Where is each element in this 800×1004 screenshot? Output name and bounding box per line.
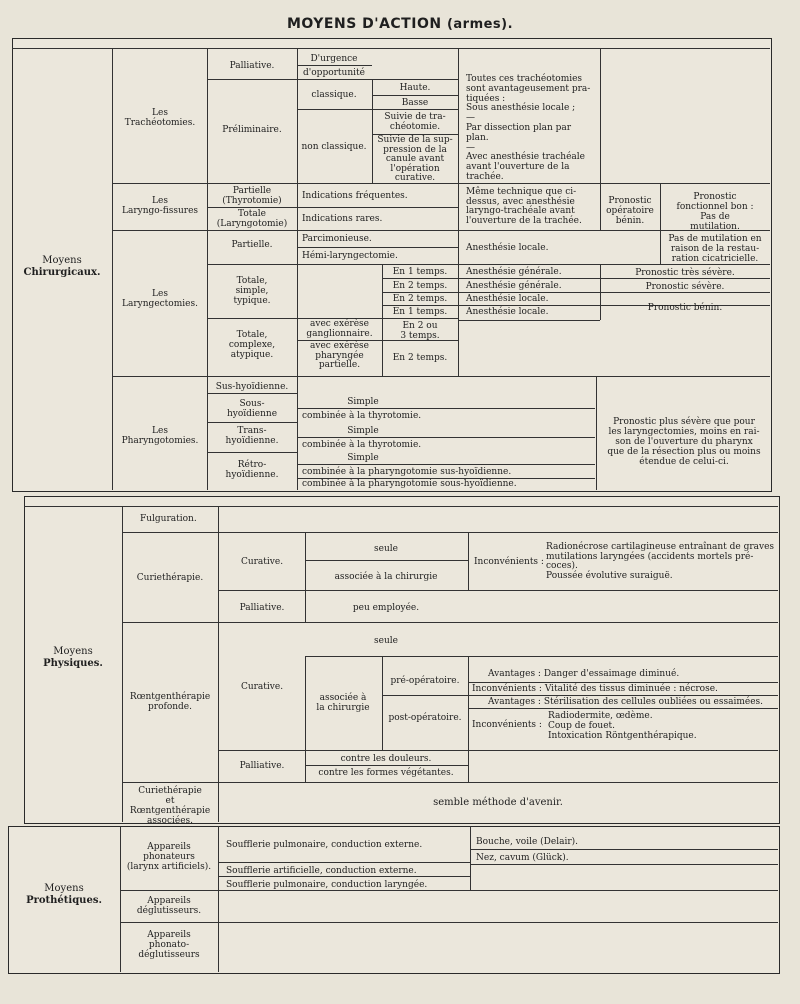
fulguration: Fulguration.: [140, 514, 197, 524]
roent-palliative: Palliative.: [239, 761, 285, 771]
lg-a4: Anesthésie locale.: [466, 307, 549, 317]
lf-ind-freq: Indications fréquentes.: [302, 191, 408, 201]
ph-simple3: Simple: [347, 453, 379, 463]
trach-non-classique: non classique.: [301, 142, 367, 152]
lg-a1: Anesthésie générale.: [466, 267, 562, 277]
proth-b1: Bouche, voile (Delair).: [476, 837, 579, 847]
page-title: MOYENS D'ACTION (armes).: [286, 16, 514, 32]
proth-phondeg: Appareils phonato- déglutisseurs: [138, 930, 200, 960]
roent-av2: Avantages : Stérilisation des cellules oubliées ou essaimées.: [488, 697, 764, 707]
ph-comb3: combinée à la pharyngotomie sus-hyoïdienne.: [302, 467, 512, 477]
roent-douleurs: contre les douleurs.: [340, 754, 432, 764]
lg-anest-loc: Anesthésie locale.: [466, 243, 549, 253]
lg-exerese1: avec exérèse ganglionnaire.: [306, 319, 373, 339]
curie-inconv-text: Radionécrose cartilagineuse entraînant de graves mutilations laryngées (accidents mortels pré- coces). Poussée évolutive suraiguë.: [546, 542, 775, 581]
roent-pre: pré-opératoire.: [390, 676, 460, 686]
lg-t1b: En 1 temps.: [392, 307, 448, 317]
curie-peu: peu employée.: [352, 603, 420, 613]
ph-sous: Sous- hyoïdienne: [226, 399, 278, 419]
lg-totale-simple: Totale, simple, typique.: [233, 276, 271, 306]
lg-t2b: En 2 temps.: [392, 294, 448, 304]
curie-title: Curiethérapie.: [136, 573, 204, 583]
lg-p2: Pronostic sévère.: [645, 282, 725, 292]
lg-a3: Anesthésie locale.: [466, 294, 549, 304]
chir-label: Moyens Chirurgicaux.: [23, 255, 101, 278]
trach-basse: Basse: [401, 98, 429, 108]
curie-palliative: Palliative.: [239, 603, 285, 613]
ph-trans: Trans- hyoïdienne.: [225, 426, 279, 446]
trach-suivie: Suivie de tra- chéotomie.: [384, 112, 446, 132]
lg-t2c: En 2 temps.: [392, 353, 448, 363]
trach-palliative: Palliative.: [229, 61, 275, 71]
trach-classique: classique.: [311, 90, 357, 100]
pharyngotomies-title: Les Pharyngotomies.: [121, 426, 199, 446]
roent-associee: associée à la chirurgie: [316, 693, 370, 713]
roent-in1: Inconvénients : Vitalité des tissus diminuée : nécrose.: [472, 684, 718, 694]
lg-t2a: En 2 temps.: [392, 281, 448, 291]
curie-seule: seule: [374, 544, 398, 554]
lg-p1: Pronostic très sévère.: [635, 268, 735, 278]
curie-inconv-label: Inconvénients :: [474, 557, 544, 567]
ph-comb1: combinée à la thyrotomie.: [302, 411, 422, 421]
lg-totale-complexe: Totale, complexe, atypique.: [228, 330, 276, 360]
lg-t23: En 2 ou 3 temps.: [400, 321, 440, 341]
lg-p3: Pronostic bénin.: [647, 303, 723, 313]
trach-note: Toutes ces trachéotomies sont avantageusement pra- tiquées : Sous anesthésie locale ; — Par dissection plan par plan. — Avec anesthésie trachéale avant l'ouverture de la trachée.: [466, 74, 591, 182]
roent-in2-text: Radiodermite, œdème. Coup de fouet. Intoxication Röntgenthérapique.: [548, 711, 697, 741]
ph-note: Pronostic plus sévère que pour les laryngectomies, moins en rai- son de l'ouverture du pharynx que de la résection plus ou moins étendue de celui-ci.: [607, 417, 761, 467]
curie-associee: associée à la chirurgie: [334, 572, 438, 582]
ph-simple1: Simple: [347, 397, 379, 407]
trach-urgence: D'urgence: [310, 54, 358, 64]
lg-t1: En 1 temps.: [392, 267, 448, 277]
ph-comb4: combinée à la pharyngotomie sous-hyoïdienne.: [302, 479, 517, 489]
lf-prono-fonc: Pronostic fonctionnel bon : Pas de mutilation.: [676, 192, 754, 232]
ph-comb2: combinée à la thyrotomie.: [302, 440, 422, 450]
ph-simple2: Simple: [347, 426, 379, 436]
laryngo-fissures-title: Les Laryngo-fissures: [121, 196, 199, 216]
roent-title: Rœntgenthérapie profonde.: [129, 692, 211, 712]
lf-prono-op: Pronostic opératoire bénin.: [606, 196, 654, 226]
proth-phon: Appareils phonateurs (larynx artificiels).: [126, 842, 212, 872]
roent-seule: seule: [374, 636, 398, 646]
lf-ind-rares: Indications rares.: [302, 214, 383, 224]
phys-label: Moyens Physiques.: [43, 646, 103, 669]
proth-b2: Nez, cavum (Glück).: [476, 853, 569, 863]
lg-hemi: Hémi-laryngectomie.: [302, 251, 398, 261]
lg-partielle: Partielle.: [231, 240, 273, 250]
trach-suivie-sup: Suivie de la sup- pression de la canule avant l'opération curative.: [377, 135, 453, 183]
lf-tech: Même technique que ci- dessus, avec anesthésie laryngo-trachéale avant l'ouverture de la trachée.: [466, 187, 582, 226]
lf-partielle: Partielle (Thyrotomie): [222, 186, 282, 206]
proth-deg: Appareils déglutisseurs.: [136, 896, 202, 916]
trach-opportunite: d'opportunité: [303, 68, 365, 78]
roent-curative: Curative.: [240, 682, 284, 692]
assoc-avenir: semble méthode d'avenir.: [433, 797, 563, 808]
roent-in2-label: Inconvénients :: [472, 720, 542, 730]
lg-a2: Anesthésie générale.: [466, 281, 562, 291]
ph-sus: Sus-hyoïdienne.: [215, 382, 289, 392]
lg-pas-mut: Pas de mutilation en raison de la restau- ration cicatricielle.: [668, 234, 762, 264]
roent-vegetantes: contre les formes végétantes.: [318, 768, 454, 778]
lf-totale: Totale (Laryngotomie): [216, 209, 288, 229]
lg-exerese2: avec exérèse pharyngée partielle.: [310, 341, 369, 370]
ph-retro: Rétro- hyoïdienne.: [225, 460, 279, 480]
curie-curative: Curative.: [240, 557, 284, 567]
trach-haute: Haute.: [399, 83, 431, 93]
assoc-title: Curiethérapie et Rœntgenthérapie associées.: [129, 786, 211, 826]
trach-preliminaire: Préliminaire.: [222, 125, 282, 135]
proth-s3: Soufflerie pulmonaire, conduction laryngée.: [226, 880, 428, 890]
trach-title: Les Trachéotomies.: [124, 108, 196, 128]
laryngectomies-title: Les Laryngectomies.: [122, 289, 198, 309]
proth-s2: Soufflerie artificielle, conduction externe.: [226, 866, 417, 876]
proth-label: Moyens Prothétiques.: [26, 883, 102, 906]
roent-av1: Avantages : Danger d'essaimage diminué.: [488, 669, 680, 679]
roent-post: post-opératoire.: [388, 713, 462, 723]
lg-parci: Parcimonieuse.: [302, 234, 372, 244]
proth-s1: Soufflerie pulmonaire, conduction externe.: [226, 840, 423, 850]
